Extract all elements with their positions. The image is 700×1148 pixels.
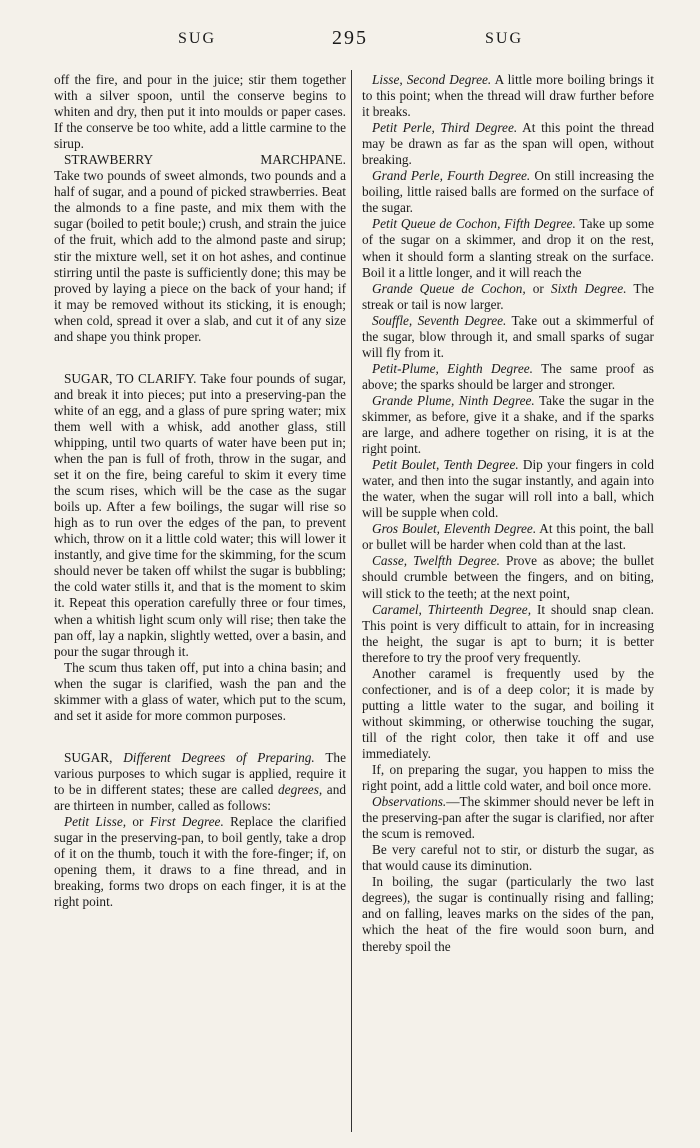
fourth-degree-body: On still increasing the boiling, little raised balls are formed on the surface of the sugar. bbox=[362, 168, 655, 216]
heading-sugar-degrees: SUGAR, bbox=[64, 749, 113, 765]
heading-sugar-clarify: SUGAR, TO CLARIFY. bbox=[64, 370, 197, 386]
header-left-keyword: SUG bbox=[178, 30, 217, 47]
paragraph-second-degree bbox=[362, 72, 654, 120]
third-degree-title: Petit Perle, Third Degree. bbox=[372, 120, 518, 136]
paragraph-another-caramel: Another caramel is frequently used by the confectioner, and is of a deep color; it is made by putting a little water to the sugar, and boiling it without skimming, or otherwise touching the sugar, till of the right color, then take it off and use immediately. bbox=[362, 665, 654, 761]
paragraph-conserve-end: off the fire, and pour in the juice; stir them together with a silver spoon, until the conserve begins to whiten and dry, then put it into moulds or paper cases. If the conserve be too white, add a little carmine to the sirup. bbox=[54, 72, 346, 152]
observations-body: —The skimmer should never be left in the preserving-pan after the sugar is clarified, nor after the scum is removed. bbox=[362, 794, 654, 842]
paragraph-missed-point: If, on preparing the sugar, you happen to miss the right point, add a little cold water, and boil once more. bbox=[362, 762, 654, 794]
thirteenth-degree-title: Caramel, Thirteenth Degree, bbox=[372, 601, 532, 617]
twelfth-degree-body: Prove as above; the bullet should crumble between the fingers, and on biting, will stick to the teeth; at the next point, bbox=[362, 553, 654, 601]
eleventh-degree-title: Gros Boulet, Eleventh Degree. bbox=[372, 521, 537, 537]
paragraph-observations bbox=[362, 794, 654, 842]
heading-strawberry-marchpane bbox=[54, 152, 346, 168]
eighth-degree-body: The same proof as above; the sparks should be larger and stronger. bbox=[362, 360, 654, 392]
second-degree-title: Lisse, Second Degree. bbox=[372, 72, 492, 87]
paragraph-fourth-degree bbox=[362, 168, 654, 216]
column-divider bbox=[351, 70, 352, 1132]
first-degree-title2: First Degree. bbox=[149, 814, 224, 830]
fourth-degree-title: Grand Perle, Fourth Degree. bbox=[372, 168, 531, 184]
fifth-degree-body: Take up some of the sugar on a skimmer, and drop it on the rest, when it should form a slanting streak on the surface. Boil it a little longer, and it will reach the bbox=[362, 216, 654, 280]
third-degree-body: At this point the thread may be drawn as far as the span will open, without breaking. bbox=[362, 120, 655, 168]
sugar-clarify-body: Take four pounds of sugar, and break it into pieces; put into a preserving-pan the white of an egg, and a glass of pure spring water; mix them well with a whisk, add another glass, still whipping, until two quarts of water have been put in; when the pan is full of froth, throw in the sugar, and set it on the fire, being careful to skim it every time the scum rises, which will be the case as the sugar boils up. After a few boilings, the sugar will rise so high as to run over the edges of the pan, to prevent which, throw on it a little cold water; this will lower it instantly, and give time for the skimming, for the scum should never be taken off whilst the sugar is bubbling; the cold water stills it, and that is the moment to skim it. Repeat this operation carefully three or four times, when a whitish light scum only will rise; then take the pan off, lay a napkin, slightly wetted, over a basin, and pour the sugar through it. bbox=[54, 370, 346, 659]
paragraph-sixth-degree bbox=[362, 281, 654, 313]
eighth-degree-title: Petit-Plume, Eighth Degree. bbox=[372, 360, 533, 376]
paragraph-seventh-degree bbox=[362, 313, 654, 361]
first-degree-or: or bbox=[132, 814, 144, 830]
paragraph-tenth-degree bbox=[362, 457, 654, 521]
heading-strawberry-marchpane-text: STRAWBERRY MARCHPANE. bbox=[64, 152, 346, 168]
sixth-degree-title2: Sixth Degree. bbox=[550, 280, 627, 296]
degrees-intro-b: and are thirteen in number, called as follows: bbox=[54, 781, 346, 813]
first-degree-body: Replace the clarified sugar in the preserving-pan, to boil gently, take a drop of it on the thumb, touch it with the fore-finger; if, on opening them, it draws to a fine thread, and in breaking, forms two drops on each finger, it is at the right point. bbox=[54, 814, 346, 910]
observations-title: Observations. bbox=[372, 794, 447, 810]
paragraph-strawberry-marchpane: Take two pounds of sweet almonds, two pounds and a half of sugar, and a pound of picked strawberries. Beat the almonds to a fine paste, and mix them with the sugar (boiled to petit boule;) crush, and strain the juice of the fruit, which add to the almond paste and sirup; stir the mixture well, set it on hot ashes, and continue stirring until the paste is sufficiently done; this may be proved by laying a piece on the back of your hand; if it may be removed without its sticking, it is enough; when cold, spread it over a slab, and cut it of any size and shape you think proper. bbox=[54, 168, 346, 344]
paragraph-boiling: In boiling, the sugar (particularly the two last degrees), the sugar is continually rising and falling; and on falling, leaves marks on the sides of the pan, which the heat of the fire would soon burn, and thereby spoil the bbox=[362, 874, 654, 954]
ninth-degree-title: Grande Plume, Ninth Degree. bbox=[372, 392, 535, 408]
paragraph-degrees-intro bbox=[54, 750, 346, 814]
paragraph-careful: Be very careful not to stir, or disturb the sugar, as that would cause its diminution. bbox=[362, 842, 654, 874]
sixth-degree-or: or bbox=[532, 280, 544, 296]
first-degree-title: Petit Lisse, bbox=[64, 814, 127, 830]
seventh-degree-title: Souffle, Seventh Degree. bbox=[372, 312, 507, 328]
paragraph-eleventh-degree bbox=[362, 521, 654, 553]
left-column bbox=[54, 72, 346, 910]
header-right-keyword: SUG bbox=[485, 30, 524, 47]
sixth-degree-body: The streak or tail is now larger. bbox=[362, 280, 655, 312]
right-column bbox=[362, 72, 654, 955]
thirteenth-degree-body: It should snap clean. This point is very difficult to attain, for in increasing the height, the sugar is apt to burn; it is better therefore to try the proof very frequently. bbox=[362, 601, 654, 665]
running-header bbox=[0, 27, 700, 54]
paragraph-fifth-degree bbox=[362, 216, 654, 280]
seventh-degree-body: Take out a skimmerful of the sugar, blow through it, and small sparks of sugar will fly from it. bbox=[362, 312, 654, 360]
paragraph-thirteenth-degree bbox=[362, 602, 654, 666]
page-number: 295 bbox=[332, 27, 368, 49]
eleventh-degree-body: At this point, the ball or bullet will be harder when cold than at the last. bbox=[362, 521, 655, 553]
paragraph-scum: The scum thus taken off, put into a china basin; and when the sugar is clarified, wash the pan and the skimmer with a glass of water, which put to the scum, and set it aside for more common purposes. bbox=[54, 659, 346, 723]
paragraph-twelfth-degree bbox=[362, 553, 654, 601]
sixth-degree-title: Grande Queue de Cochon, bbox=[372, 280, 526, 296]
paragraph-first-degree bbox=[54, 814, 346, 910]
paragraph-ninth-degree bbox=[362, 393, 654, 457]
second-degree-body: A little more boiling brings it to this point; when the thread will draw further before it breaks. bbox=[362, 72, 654, 120]
paragraph-sugar-clarify bbox=[54, 371, 346, 660]
paragraph-eighth-degree bbox=[362, 361, 654, 393]
paragraph-third-degree bbox=[362, 120, 654, 168]
tenth-degree-body: Dip your fingers in cold water, and then into the sugar instantly, and again into the water, when the sugar will roll into a ball, which will be supple when cold. bbox=[362, 457, 654, 521]
fifth-degree-title: Petit Queue de Cochon, Fifth Degree. bbox=[372, 216, 576, 232]
degrees-intro-italic: degrees, bbox=[278, 781, 323, 797]
degrees-intro-a: The various purposes to which sugar is applied, require it to be in different states; these are called bbox=[54, 749, 346, 797]
ninth-degree-body: Take the sugar in the skimmer, as before, give it a shake, and if the sparks are large, and adhere together on rising, it is at the right point. bbox=[362, 392, 654, 457]
heading-sugar-degrees-italic: Different Degrees of Preparing. bbox=[123, 749, 315, 765]
twelfth-degree-title: Casse, Twelfth Degree. bbox=[372, 553, 500, 569]
tenth-degree-title: Petit Boulet, Tenth Degree. bbox=[372, 457, 519, 473]
